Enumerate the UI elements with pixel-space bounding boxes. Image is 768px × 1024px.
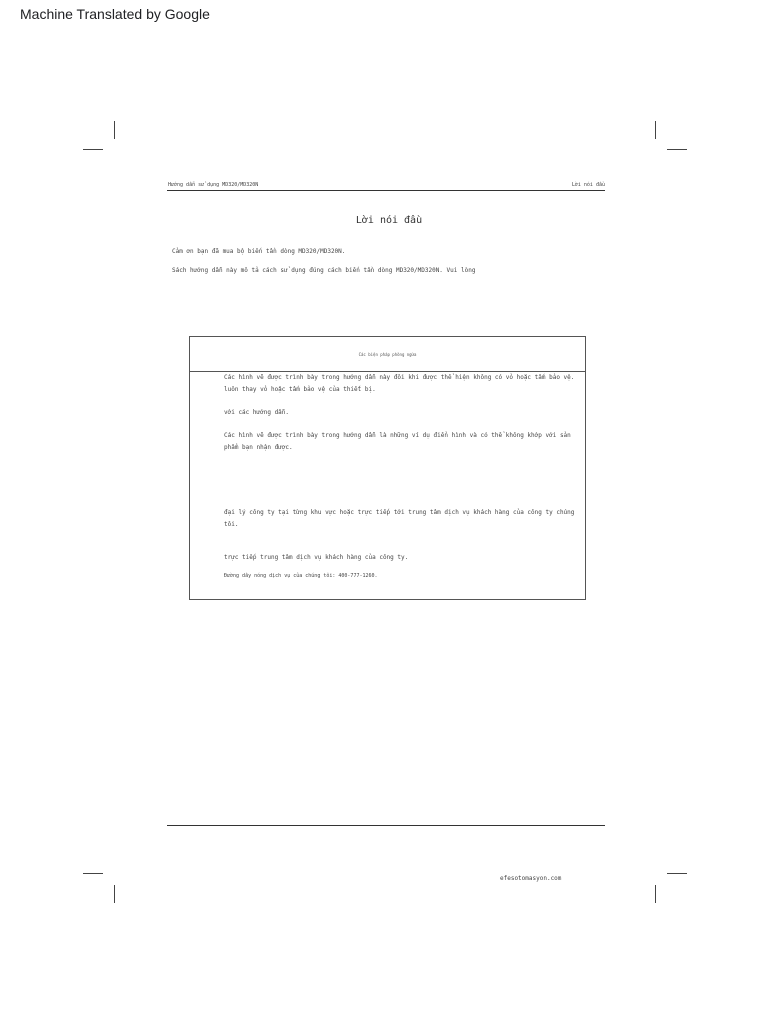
- header-rule: [167, 190, 605, 191]
- precautions-box: [189, 336, 586, 600]
- crop-mark: [667, 873, 687, 874]
- precaution-line-4: đại lý công ty tại từng khu vực hoặc trực tiếp tới trung tâm dịch vụ khách hàng của công ty chúng tôi.: [224, 509, 575, 528]
- precaution-line-2: với các hướng dẫn.: [224, 409, 290, 416]
- machine-translation-banner: Machine Translated by Google: [20, 6, 210, 22]
- intro-paragraph-2: Sách hướng dẫn này mô tả cách sử dụng đúng cách biến tần dòng MD320/MD320N. Vui lòng: [172, 267, 476, 274]
- running-header-left: Hướng dẫn sử dụng MD320/MD320N: [168, 182, 259, 188]
- hotline-line: Đường dây nóng dịch vụ của chúng tôi: 400-777-1260.: [224, 573, 378, 579]
- page-title: Lời nói đầu: [355, 215, 423, 226]
- precautions-header: [190, 337, 585, 372]
- precautions-caption: Các biện pháp phòng ngừa: [358, 352, 417, 357]
- crop-mark: [83, 149, 103, 150]
- crop-mark: [114, 885, 115, 903]
- footer-rule: [167, 825, 605, 826]
- crop-mark: [655, 885, 656, 903]
- footer-website: efesotomasyon.com: [500, 875, 562, 882]
- precaution-line-5: trực tiếp trung tâm dịch vụ khách hàng của công ty.: [224, 554, 409, 561]
- crop-mark: [667, 149, 687, 150]
- crop-mark: [114, 121, 115, 139]
- intro-paragraph-1: Cảm ơn bạn đã mua bộ biến tần dòng MD320/MD320N.: [172, 248, 346, 255]
- precaution-line-1: Các hình vẽ được trình bày trong hướng dẫn này đôi khi được thể hiện không có vỏ hoặc tấm bảo vệ. luôn thay vỏ hoặc tấm bảo vệ của thiết bị.: [224, 374, 575, 393]
- precaution-line-3: Các hình vẽ được trình bày trong hướng dẫn là những ví dụ điển hình và có thể không khớp với sản phẩm bạn nhận được.: [224, 432, 571, 451]
- crop-mark: [655, 121, 656, 139]
- crop-mark: [83, 873, 103, 874]
- running-header-right: Lời nói đầu: [571, 182, 605, 188]
